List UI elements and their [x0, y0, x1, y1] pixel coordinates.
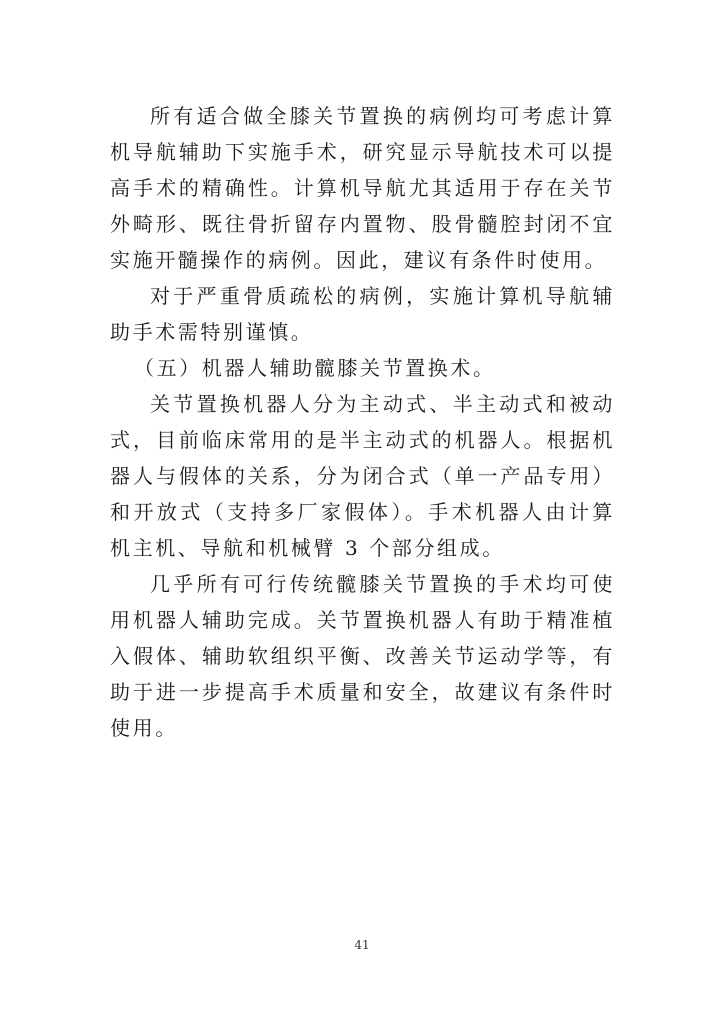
document-body: [110, 98, 615, 746]
paragraph-osteoporosis-caution: 对于严重骨质疏松的病例，实施计算机导航辅助手术需特别谨慎。: [110, 284, 615, 344]
paragraph-robot-indications: 几乎所有可行传统髋膝关节置换的手术均可使用机器人辅助完成。关节置换机器人有助于精准植入假体、辅助软组织平衡、改善关节运动学等，有助于进一步提高手术质量和安全，故建议有条件时使用。: [110, 572, 615, 740]
section-heading-robotic-arthroplasty: （五）机器人辅助髋膝关节置换术。: [134, 356, 496, 380]
paragraph-navigation-indications: 所有适合做全膝关节置换的病例均可考虑计算机导航辅助下实施手术，研究显示导航技术可以提高手术的精确性。计算机导航尤其适用于存在关节外畸形、既往骨折留存内置物、股骨髓腔封闭不宜实施开髓操作的病例。因此，建议有条件时使用。: [110, 104, 615, 272]
page-number: 41: [354, 938, 370, 952]
paragraph-robot-types: 关节置换机器人分为主动式、半主动式和被动式，目前临床常用的是半主动式的机器人。根据机器人与假体的关系，分为闭合式（单一产品专用）和开放式（支持多厂家假体）。手术机器人由计算机主机、导航和机械臂 3 个部分组成。: [110, 392, 615, 560]
